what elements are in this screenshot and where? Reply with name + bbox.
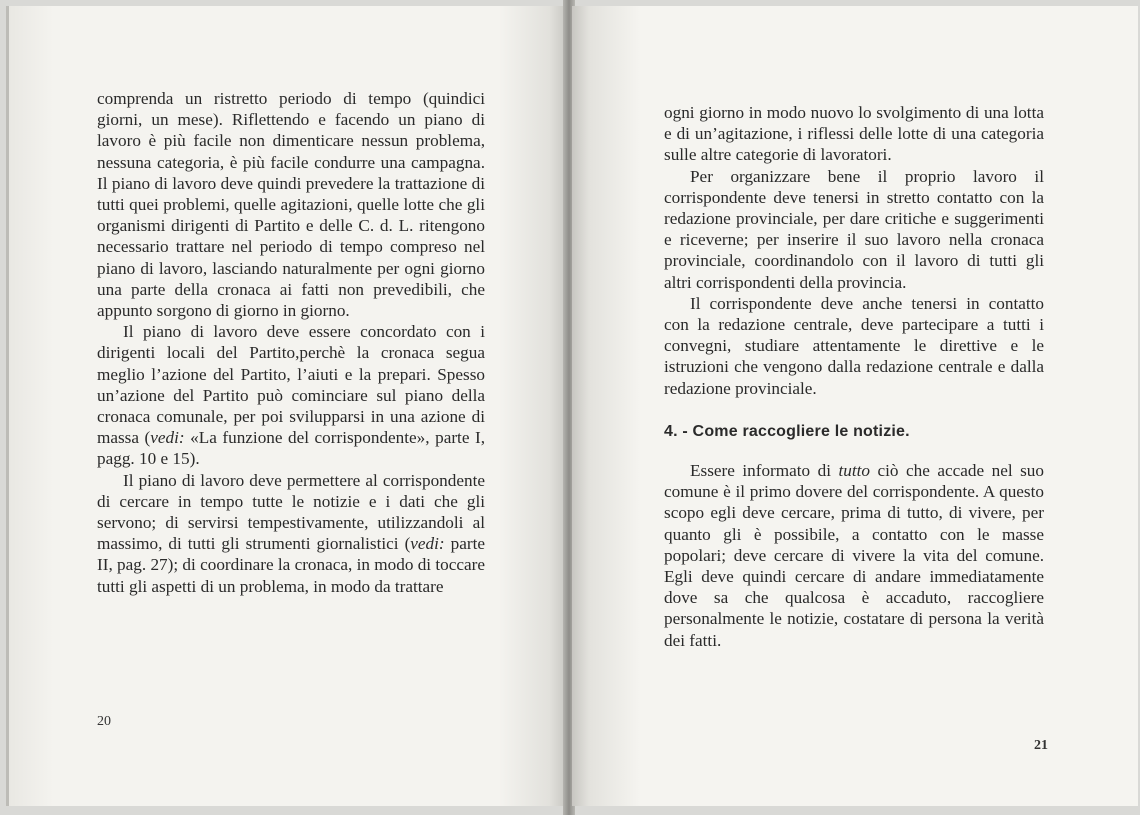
paragraph: Il corrispondente deve anche tenersi in contatto con la redazione centrale, deve partecipare a tutti i convegni, studiare attentamente le direttive e le istruzioni che vengono dalla redazione centrale e dalla redazione provinciale. <box>664 293 1044 398</box>
page-number: 21 <box>1034 738 1048 753</box>
right-page <box>572 6 1138 806</box>
paragraph: Essere informato di tutto ciò che accade nel suo comune è il primo dovere del corrispondente. A questo scopo egli deve cercare, prima di tutto, di vivere, per quanto gli è possibile, a contatto con le masse popolari; deve cercare di vivere la vita del comune. Egli deve quindi cercare di andare immediatamente dove sa che qualcosa è accaduto, raccogliere personalmente le notizie, costatare di persona la verità dei fatti. <box>664 461 1044 650</box>
left-page-text <box>97 88 485 597</box>
paragraph: Il piano di lavoro deve permettere al corrispondente di cercare in tempo tutte le notizie e i dati che gli servono; di servirsi tempestivamente, utilizzandoli al massimo, di tutti gli strumenti giornalistici (vedi: parte II, pag. 27); di coordinare la cronaca, in modo di toccare tutti gli aspetti di un problema, in modo da trattare <box>97 470 485 596</box>
section-heading: 4. - Come raccogliere le notizie. <box>664 422 910 440</box>
page-number: 20 <box>97 714 111 729</box>
left-page <box>6 6 566 806</box>
paragraph: ogni giorno in modo nuovo lo svolgimento di una lotta e di un’agitazione, i riflessi delle lotte di una categoria sulle altre categorie di lavoratori. <box>664 103 1044 165</box>
right-page-text <box>664 102 1044 651</box>
paragraph: Il piano di lavoro deve essere concordato con i dirigenti locali del Partito,perchè la cronaca segua meglio l’azione del Partito, l’aiuti e la prepari. Spesso un’azione del Partito può cominciare sul piano della cronaca comunale, per poi svilupparsi in una azione di massa (vedi: «La funzione del corrispondente», parte I, pagg. 10 e 15). <box>97 322 485 469</box>
paragraph: Per organizzare bene il proprio lavoro il corrispondente deve tenersi in stretto contatto con la redazione provinciale, per dare critiche e suggerimenti e riceverne; per inserire il suo lavoro nella cronaca provinciale, coordinandolo con il lavoro di tutti gli altri corrispondenti della provincia. <box>664 166 1044 292</box>
paragraph: comprenda un ristretto periodo di tempo (quindici giorni, un mese). Riflettendo e facendo un piano di lavoro è più facile non dimenticare nessun problema, nessuna categoria, è più facile condurre una campagna. Il piano di lavoro deve quindi prevedere la trattazione di tutti quei problemi, quelle agitazioni, quelle lotte che gli organismi dirigenti di Partito e delle C. d. L. ritengono necessario trattare nel periodo di tempo compreso nel piano di lavoro, lasciando naturalmente per ogni giorno una parte della cronaca ai fatti non prevedibili, che appunto sorgono di giorno in giorno. <box>97 89 485 321</box>
